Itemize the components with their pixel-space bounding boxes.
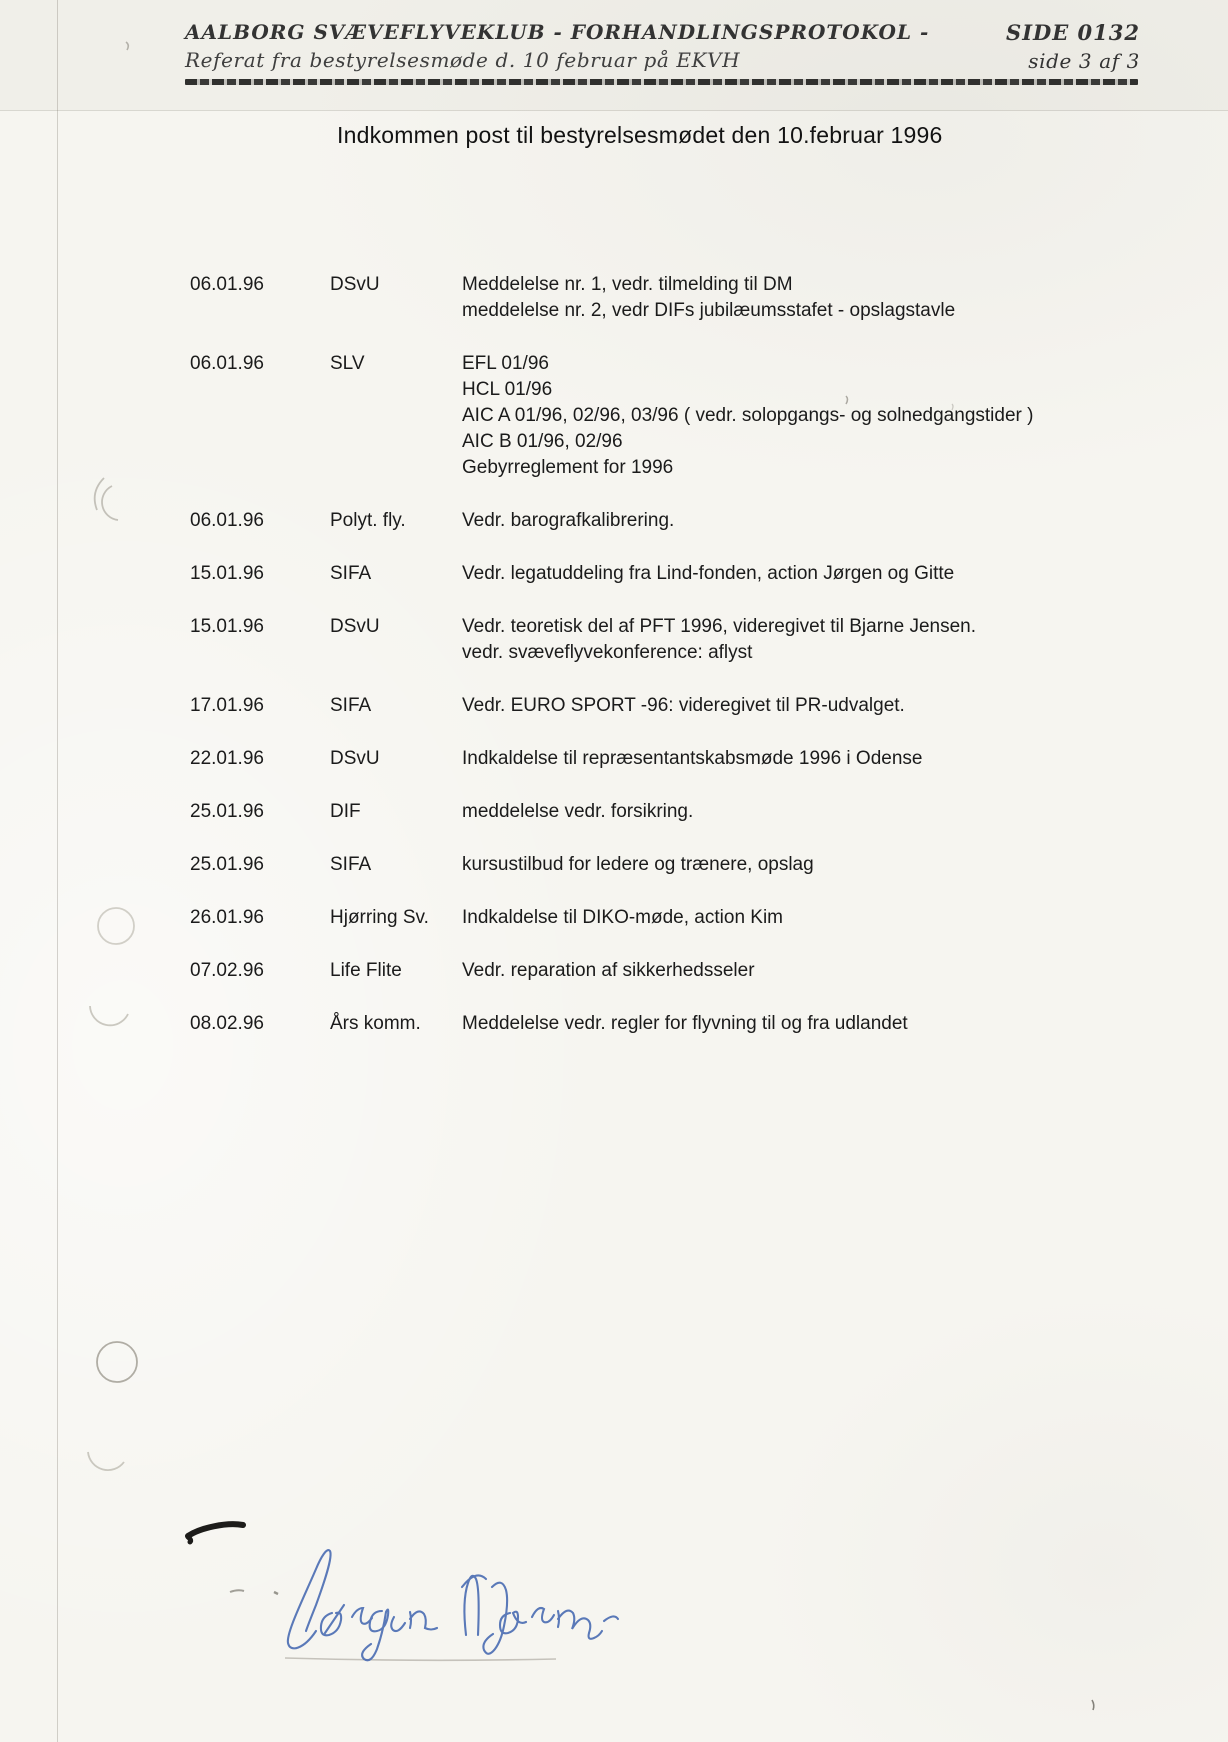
post-entry [0,746,1228,772]
entry-date: 17.01.96 [190,695,264,716]
entry-sender: Polyt. fly. [330,510,406,531]
entry-description [462,852,1162,878]
punch-hole-mark [97,1342,137,1382]
description-line: Vedr. reparation af sikkerhedsseler [462,960,755,981]
entry-sender: DSvU [330,274,380,295]
entry-description [462,561,1162,587]
post-entry [0,614,1228,666]
header-club-line: AALBORG SVÆVEFLYVEKLUB - FORHANDLINGSPROTOKOL - [185,20,930,44]
entry-date: 07.02.96 [190,960,264,981]
marker-stroke [188,1524,243,1536]
incoming-post-list [0,272,1228,1064]
entry-date: 06.01.96 [190,353,264,374]
entry-sender: SIFA [330,854,372,875]
description-line: Vedr. barografkalibrering. [462,510,675,531]
entry-description [462,614,1162,666]
description-line: Meddelelse nr. 1, vedr. tilmelding til DM [462,274,793,295]
description-line: HCL 01/96 [462,379,553,400]
entry-date: 22.01.96 [190,748,264,769]
pencil-line [285,1658,556,1660]
description-line: Vedr. legatuddeling fra Lind-fonden, action Jørgen og Gitte [462,563,955,584]
entry-description [462,958,1162,984]
entry-description [462,905,1162,931]
post-entry [0,272,1228,324]
post-entry [0,508,1228,534]
handwritten-signature [270,1535,630,1665]
description-line: AIC A 01/96, 02/96, 03/96 ( vedr. solopgangs- og solnedgangstider ) [462,405,1034,426]
entry-sender: SIFA [330,695,372,716]
entry-date: 26.01.96 [190,907,264,928]
description-line: EFL 01/96 [462,353,549,374]
post-entry [0,1011,1228,1037]
description-line: Meddelelse vedr. regler for flyvning til og fra udlandet [462,1013,908,1034]
entry-sender: DSvU [330,616,380,637]
entry-sender: DIF [330,801,361,822]
header-referat-line: Referat fra bestyrelsesmøde d. 10 februar på EKVH [185,48,741,72]
entry-description [462,272,1162,324]
entry-sender: DSvU [330,748,380,769]
description-line: vedr. svæveflyvekonference: aflyst [462,642,753,663]
entry-date: 25.01.96 [190,854,264,875]
post-entry [0,958,1228,984]
page-title: Indkommen post til bestyrelsesmødet den 10.februar 1996 [337,122,943,148]
post-entry [0,561,1228,587]
post-entry [0,905,1228,931]
description-line: meddelelse vedr. forsikring. [462,801,694,822]
entry-description [462,508,1162,534]
description-line: AIC B 01/96, 02/96 [462,431,623,452]
entry-date: 15.01.96 [190,563,264,584]
description-line: Gebyrreglement for 1996 [462,457,674,478]
description-line: Vedr. teoretisk del af PFT 1996, videregivet til Bjarne Jensen. [462,616,976,637]
document-header-left [185,20,929,72]
post-entry [0,799,1228,825]
entry-sender: SLV [330,353,365,374]
entry-description [462,799,1162,825]
header-page-count: side 3 af 3 [1028,49,1140,73]
entry-description [462,693,1162,719]
entry-sender: SIFA [330,563,372,584]
pencil-dash [274,1592,278,1594]
entry-date: 25.01.96 [190,801,264,822]
punch-hole-mark [88,1452,124,1470]
entry-description [462,746,1162,772]
post-entry [0,351,1228,481]
entry-date: 08.02.96 [190,1013,264,1034]
description-line: Indkaldelse til repræsentantskabsmøde 1996 i Odense [462,748,923,769]
description-line: Indkaldelse til DIKO-møde, action Kim [462,907,784,928]
pencil-dash [230,1590,244,1592]
description-line: meddelelse nr. 2, vedr DIFs jubilæumsstafet - opslagstavle [462,300,956,321]
dashed-separator [185,79,1138,85]
entry-sender: Hjørring Sv. [330,907,429,928]
description-line: kursustilbud for ledere og trænere, opslag [462,854,814,875]
document-header-right [1006,20,1140,73]
entry-sender: Års komm. [330,1013,421,1034]
post-entry [0,852,1228,878]
entry-date: 06.01.96 [190,510,264,531]
entry-description [462,1011,1162,1037]
description-line: Vedr. EURO SPORT -96: videregivet til PR-udvalget. [462,695,905,716]
entry-date: 15.01.96 [190,616,264,637]
entry-sender: Life Flite [330,960,402,981]
entry-description [462,351,1162,481]
header-page-number: SIDE 0132 [1006,20,1140,45]
ink-speck [1092,1700,1094,1710]
entry-date: 06.01.96 [190,274,264,295]
marker-stroke [188,1537,191,1542]
post-entry [0,693,1228,719]
